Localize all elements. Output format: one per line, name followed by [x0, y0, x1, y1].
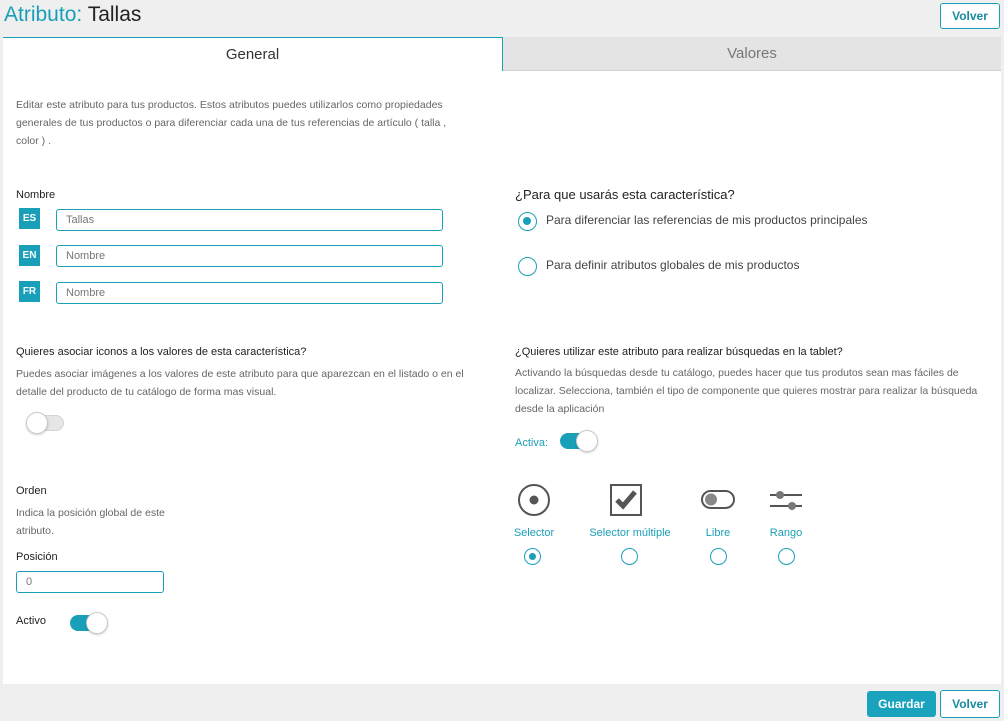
- uso-question: ¿Para que usarás esta característica?: [515, 187, 735, 202]
- back-button-bottom[interactable]: Volver: [940, 690, 1000, 718]
- component-label-libre: Libre: [705, 527, 731, 539]
- save-button[interactable]: Guardar: [867, 691, 936, 717]
- intro-line-3: color ) .: [16, 135, 52, 147]
- orden-desc-1: Indica la posición global de este: [16, 507, 165, 519]
- back-button-top[interactable]: Volver: [940, 3, 1000, 29]
- orden-desc: [16, 504, 165, 540]
- tab-valores[interactable]: Valores: [503, 37, 1001, 71]
- component-radio-rango[interactable]: [778, 548, 795, 565]
- sliders-icon[interactable]: [768, 488, 804, 514]
- uso-option-diferenciar-label: Para diferenciar las referencias de mis productos principales: [546, 213, 868, 227]
- component-label-rango: Rango: [769, 527, 803, 539]
- uso-option-globales-label: Para definir atributos globales de mis productos: [546, 258, 800, 272]
- busqueda-title: ¿Quieres utilizar este atributo para realizar búsquedas en la tablet?: [515, 346, 843, 358]
- busqueda-active-toggle[interactable]: [560, 430, 598, 450]
- iconos-desc-2: detalle del producto de tu catálogo de forma mas visual.: [16, 386, 277, 398]
- orden-desc-2: atributo.: [16, 525, 54, 537]
- checkbox-icon[interactable]: [609, 483, 643, 517]
- component-radio-selector[interactable]: [524, 548, 541, 565]
- name-input-fr[interactable]: Nombre: [56, 282, 443, 304]
- busqueda-desc: [515, 364, 977, 418]
- component-label-selector: Selector: [513, 527, 555, 539]
- uso-option-globales-radio[interactable]: [518, 257, 537, 276]
- iconos-toggle[interactable]: [28, 412, 66, 432]
- tab-general[interactable]: General: [3, 37, 503, 71]
- position-label: Posición: [16, 551, 58, 563]
- iconos-desc-1: Puedes asociar imágenes a los valores de este atributo para que aparezcan en el listado o en el: [16, 368, 464, 380]
- busqueda-desc-1: Activando la búsquedas desde tu catálogo, puedes hacer que tus produtos sean mas fáciles de: [515, 367, 959, 379]
- activo-label: Activo: [16, 615, 46, 627]
- activo-toggle[interactable]: [70, 612, 108, 632]
- page-title-name: Tallas: [87, 3, 142, 26]
- position-input[interactable]: 0: [16, 571, 164, 593]
- component-radio-libre[interactable]: [710, 548, 727, 565]
- name-input-es[interactable]: Tallas: [56, 209, 443, 231]
- component-label-multiple: Selector múltiple: [589, 527, 671, 539]
- page-title-prefix: Atributo:: [4, 3, 83, 26]
- intro-line-2: generales de tus productos o para diferenciar cada una de tus referencias de artículo ( talla ,: [16, 117, 447, 129]
- intro-text: [16, 96, 446, 150]
- iconos-title: Quieres asociar iconos a los valores de esta característica?: [16, 346, 307, 358]
- orden-title: Orden: [16, 485, 47, 497]
- selector-icon[interactable]: [517, 483, 551, 517]
- iconos-desc: [16, 365, 464, 401]
- busqueda-desc-3: desde la aplicación: [515, 403, 605, 415]
- toggle-icon[interactable]: [700, 488, 736, 512]
- lang-badge-fr: FR: [19, 281, 40, 302]
- nombre-label: Nombre: [16, 189, 56, 201]
- page-title: [4, 3, 141, 27]
- general-panel: [3, 71, 1001, 684]
- busqueda-desc-2: localizar. Selecciona, también el tipo de componente que quieres mostrar para realizar la búsqueda: [515, 385, 978, 397]
- name-input-en[interactable]: Nombre: [56, 245, 443, 267]
- lang-badge-es: ES: [19, 208, 40, 229]
- lang-badge-en: EN: [19, 245, 40, 266]
- uso-option-diferenciar-radio[interactable]: [518, 212, 537, 231]
- busqueda-active-label: Activa:: [515, 437, 549, 449]
- intro-line-1: Editar este atributo para tus productos. Estos atributos puedes utilizarlos como propiedades: [16, 99, 443, 111]
- component-radio-multiple[interactable]: [621, 548, 638, 565]
